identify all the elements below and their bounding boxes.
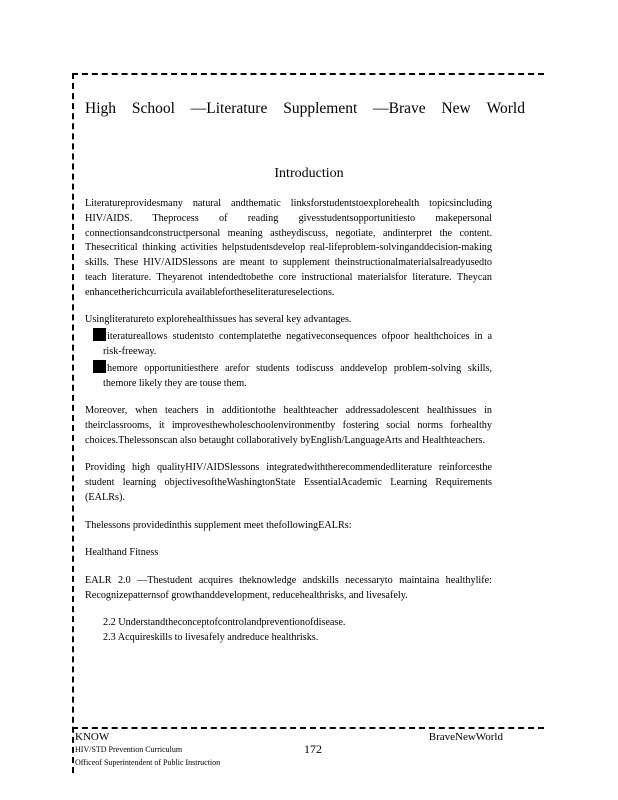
paragraph: Moreover, when teachers in additiontothe healthteacher addressadolescent healthissues in theirclassrooms, it improvesthewholeschoolenvironmentby fostering social norms forhealthy choices.Thelessonscan also betaught collaboratively byEnglish/LanguageArts and Healthteachers. — [85, 405, 492, 446]
paragraph: Literatureprovidesmany natural andthematic linksforstudentstoexplorehealth topicsincluding HIV/AIDS. Theprocess of reading givesstudentsopportunitiesto makepersonal connectionsandconstructpersonal meaning astheydiscuss, negotiate, andinterpret the content. Thesecritical thinking activities helpstudentsdevelop real-lifeproblem-solvinganddecision-making skills. These HIV/AIDSlessons are meant to supplement theinstructionalmaterialsalreadyusedto teach literature. Theyarenot intendedtobethe core instructional materialsfor literature. Theycan enhancetherichcurricula availablefortheseliteratureselections. — [85, 198, 492, 298]
paragraph-text: Usingliteratureto explorehealthissues has several key advantages. — [85, 314, 352, 326]
title-word: High — [85, 100, 116, 117]
bullet-item — [85, 360, 492, 392]
paragraph: Healthand Fitness — [85, 547, 159, 559]
frame-bottom-border — [72, 727, 544, 729]
sub-item: 2.3 Acquireskills to livesafely andreduce healthrisks. — [103, 631, 319, 643]
title-word: School — [131, 100, 175, 117]
footer-right-label: BraveNewWorld — [428, 731, 503, 743]
bullet-item — [85, 328, 492, 360]
title-word: World — [486, 100, 525, 117]
title-word: New — [441, 100, 471, 117]
title-word: —Literature — [190, 100, 268, 117]
paragraph: Providing high qualityHIV/AIDSlessons integratedwiththerecommendedliterature reinforcesthe student learning objectivesoftheWashingtonState EssentialAcademic Learning Requirements (EALRs). — [85, 462, 492, 503]
bullet-text: hemore opportunitiesthere arefor students todiscuss anddevelop problem-solving skills, themore likely they are touse them. — [103, 362, 492, 389]
bullet-square-icon — [93, 360, 106, 373]
paragraph: Thelessons providedinthis supplement meet thefollowingEALRs: — [85, 519, 352, 531]
section-title: Introduction — [274, 166, 344, 181]
title-word: Supplement — [283, 100, 358, 117]
footer-left-label: KNOW — [75, 731, 110, 743]
footer-office: Officeof Superintendent of Public Instruction — [75, 758, 221, 767]
page-title — [85, 100, 525, 118]
footer-curriculum: HIV/STD Prevention Curriculum — [75, 745, 183, 754]
page-number: 172 — [304, 742, 322, 756]
sub-item: 2.2 Understandtheconceptofcontrolandpreventionofdisease. — [103, 617, 346, 629]
paragraph — [85, 313, 492, 328]
document-body — [85, 197, 492, 659]
bullet-text: iteratureallows studentsto contemplatethe negativeconsequences ofpoor healthchoices in a risk-freeway. — [103, 331, 492, 357]
bullet-square-icon — [93, 328, 106, 341]
title-word: —Brave — [373, 100, 426, 117]
frame-top-border — [72, 73, 544, 75]
paragraph: EALR 2.0 —Thestudent acquires theknowledge andskills necessaryto maintaina healthylife: Recognizepatternsof growthanddevelopment, reducehealthrisks, and livesafely. — [85, 574, 492, 601]
